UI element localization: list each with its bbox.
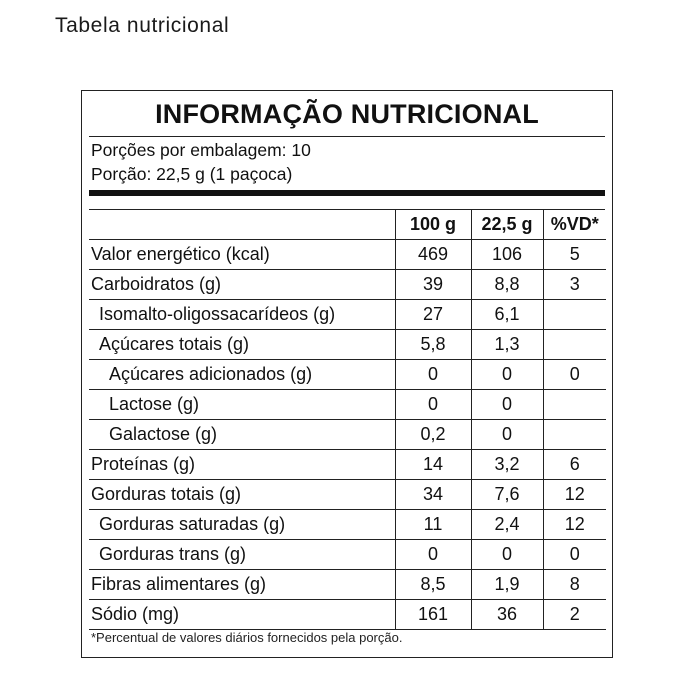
value-per-100g: 0,2 [395, 420, 471, 450]
nutrient-name: Gorduras saturadas (g) [89, 510, 395, 540]
value-daily-percent: 12 [543, 510, 606, 540]
header-nutrient [89, 209, 395, 240]
value-per-serving: 7,6 [471, 480, 543, 510]
nutrient-name: Isomalto-oligossacarídeos (g) [89, 300, 395, 330]
nutrient-name: Sódio (mg) [89, 600, 395, 630]
value-daily-percent: 3 [543, 270, 606, 300]
page-heading: Tabela nutricional [55, 14, 230, 37]
value-daily-percent: 8 [543, 570, 606, 600]
nutrient-name: Lactose (g) [89, 390, 395, 420]
table-row [89, 540, 606, 570]
nutrient-name: Valor energético (kcal) [89, 240, 395, 270]
title-divider [89, 136, 605, 137]
value-per-serving: 0 [471, 390, 543, 420]
thick-divider [89, 190, 605, 196]
value-daily-percent: 5 [543, 240, 606, 270]
panel-title: INFORMAÇÃO NUTRICIONAL [155, 99, 539, 129]
value-per-100g: 0 [395, 540, 471, 570]
value-per-100g: 0 [395, 390, 471, 420]
value-per-serving: 2,4 [471, 510, 543, 540]
value-per-100g: 8,5 [395, 570, 471, 600]
value-daily-percent [543, 330, 606, 360]
table-row [89, 480, 606, 510]
table-row [89, 570, 606, 600]
value-per-100g: 161 [395, 600, 471, 630]
value-per-100g: 11 [395, 510, 471, 540]
footnote: *Percentual de valores diários fornecidos pela porção. [91, 630, 403, 645]
serving-size: Porção: 22,5 g (1 paçoca) [91, 164, 293, 184]
nutrient-name: Proteínas (g) [89, 450, 395, 480]
value-per-100g: 39 [395, 270, 471, 300]
nutrition-table [89, 209, 606, 630]
nutrient-name: Gorduras trans (g) [89, 540, 395, 570]
value-per-serving: 6,1 [471, 300, 543, 330]
value-daily-percent [543, 420, 606, 450]
servings-per-package: Porções por embalagem: 10 [91, 140, 311, 160]
value-per-100g: 469 [395, 240, 471, 270]
value-per-serving: 36 [471, 600, 543, 630]
table-row [89, 240, 606, 270]
value-per-serving: 0 [471, 360, 543, 390]
value-per-100g: 5,8 [395, 330, 471, 360]
value-per-serving: 106 [471, 240, 543, 270]
nutrient-name: Açúcares adicionados (g) [89, 360, 395, 390]
nutrient-name: Açúcares totais (g) [89, 330, 395, 360]
value-per-serving: 0 [471, 420, 543, 450]
value-daily-percent [543, 300, 606, 330]
value-per-100g: 34 [395, 480, 471, 510]
header-per-100g: 100 g [395, 209, 471, 240]
value-daily-percent [543, 390, 606, 420]
value-per-100g: 14 [395, 450, 471, 480]
nutrition-label [81, 90, 613, 658]
value-daily-percent: 0 [543, 540, 606, 570]
header-daily-value: %VD* [543, 209, 606, 240]
nutrient-name: Gorduras totais (g) [89, 480, 395, 510]
value-per-serving: 0 [471, 540, 543, 570]
value-per-100g: 0 [395, 360, 471, 390]
table-row [89, 390, 606, 420]
value-per-serving: 3,2 [471, 450, 543, 480]
value-daily-percent: 2 [543, 600, 606, 630]
nutrient-name: Galactose (g) [89, 420, 395, 450]
value-daily-percent: 0 [543, 360, 606, 390]
table-row [89, 450, 606, 480]
table-row [89, 330, 606, 360]
value-per-serving: 1,9 [471, 570, 543, 600]
value-per-100g: 27 [395, 300, 471, 330]
table-row [89, 360, 606, 390]
header-per-serving: 22,5 g [471, 209, 543, 240]
table-row [89, 510, 606, 540]
table-row [89, 420, 606, 450]
value-per-serving: 1,3 [471, 330, 543, 360]
value-per-serving: 8,8 [471, 270, 543, 300]
nutrient-name: Fibras alimentares (g) [89, 570, 395, 600]
table-header-row [89, 209, 606, 240]
value-daily-percent: 12 [543, 480, 606, 510]
nutrient-name: Carboidratos (g) [89, 270, 395, 300]
table-row [89, 270, 606, 300]
value-daily-percent: 6 [543, 450, 606, 480]
table-row [89, 300, 606, 330]
table-row [89, 600, 606, 630]
